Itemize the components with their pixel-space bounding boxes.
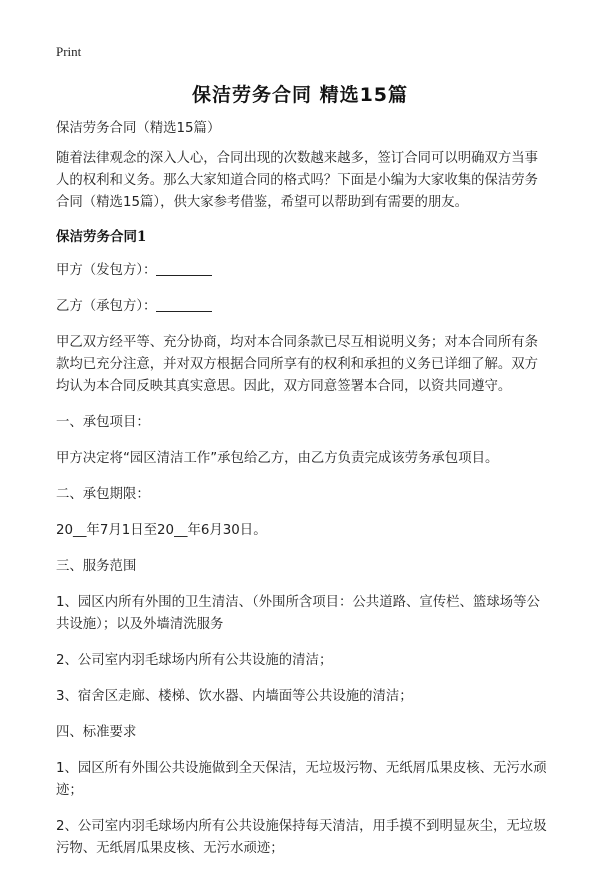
print-link[interactable]: Print: [56, 44, 82, 59]
party-a-blank: [156, 261, 212, 276]
item3-heading: 三、服务范围: [56, 559, 137, 574]
agreement-paragraph: 甲乙双方经平等、充分协商，均对本合同条款已尽互相说明义务；对本合同所有条款均已充分注意，并对双方根据合同所享有的权利和承担的义务已详细了解。双方均认为本合同反映其真实意思。因此，双方同意签署本合同，以资共同遵守。: [56, 335, 539, 394]
document-body: [56, 118, 548, 874]
item1-heading: 一、承包项目：: [56, 415, 150, 430]
item2-text: 20__年7月1日至20__年6月30日。: [56, 523, 267, 538]
item3-1: 1、园区内所有外围的卫生清洁、（外围所含项目：公共道路、宣传栏、篮球场等公共设施）；以及外墙清洗服务: [56, 595, 540, 632]
party-a-label: 甲方（发包方）：: [56, 263, 157, 278]
item3-3: 3、宿舍区走廊、楼梯、饮水器、内墙面等公共设施的清洁；: [56, 689, 413, 704]
section-title: 保洁劳务合同1: [56, 229, 147, 245]
item1-text: 甲方决定将“园区清洁工作”承包给乙方，由乙方负责完成该劳务承包项目。: [56, 451, 499, 466]
party-a-line: [56, 260, 548, 282]
party-b-blank: [156, 297, 212, 312]
intro-paragraph: 随着法律观念的深入人心，合同出现的次数越来越多，签订合同可以明确双方当事人的权利和义务。那么大家知道合同的格式吗？下面是小编为大家收集的保洁劳务合同（精选15篇），供大家参考借鉴，希望可以帮助到有需要的朋友。: [56, 151, 539, 210]
document-subtitle: 保洁劳务合同（精选15篇）: [56, 121, 221, 136]
item4-heading: 四、标准要求: [56, 725, 137, 740]
document-title: 保洁劳务合同 精选15篇: [191, 84, 409, 106]
item3-2: 2、公司室内羽毛球场内所有公共设施的清洁；: [56, 653, 333, 668]
party-b-line: [56, 296, 548, 318]
item4-1: 1、园区所有外围公共设施做到全天保洁，无垃圾污物、无纸屑瓜果皮核、无污水顽迹；: [56, 761, 547, 798]
party-b-label: 乙方（承包方）：: [56, 299, 157, 314]
item4-2: 2、公司室内羽毛球场内所有公共设施保持每天清洁，用手摸不到明显灰尘，无垃圾污物、无纸屑瓜果皮核、无污水顽迹；: [56, 819, 547, 856]
item2-heading: 二、承包期限：: [56, 487, 150, 502]
